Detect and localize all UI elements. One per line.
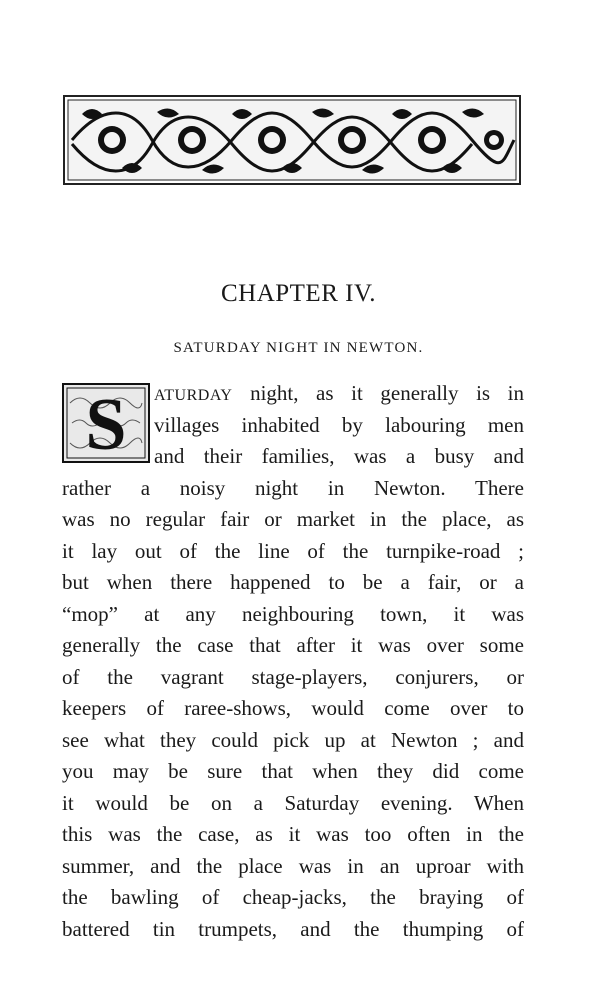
- text-line: this was the case, as it was too often in the: [62, 822, 524, 846]
- dropcap-letter: S: [85, 384, 127, 463]
- text-line: “mop” at any neighbouring town, it was: [62, 601, 524, 626]
- smallcaps-opening: ATURDAY: [154, 387, 233, 404]
- text-line: generally the case that after it was over some: [62, 633, 524, 657]
- chapter-subtitle: SATURDAY NIGHT IN NEWTON.: [173, 340, 424, 356]
- text-line: villages inhabited by labouring men: [154, 412, 524, 437]
- chapter-title: CHAPTER IV.: [220, 280, 377, 307]
- text-line: rather a noisy night in Newton. There: [62, 475, 524, 500]
- text-line: it lay out of the line of the turnpike-road ;: [62, 538, 524, 563]
- text-line: keepers of raree-shows, would come over to: [62, 696, 524, 720]
- text-line: the bawling of cheap-jacks, the braying of: [62, 885, 524, 909]
- text-line: ATURDAY night, as it generally is in: [154, 381, 524, 405]
- text-line: battered tin trumpets, and the thumping of: [62, 916, 524, 941]
- text-line: of the vagrant stage-players, conjurers, or: [62, 664, 524, 689]
- text-line: but when there happened to be a fair, or a: [62, 570, 524, 594]
- text-line: and their families, was a busy and: [154, 444, 524, 468]
- text-line: was no regular fair or market in the place, as: [62, 507, 524, 531]
- text-line: you may be sure that when they did come: [62, 759, 524, 783]
- text-line: it would be on a Saturday evening. When: [62, 790, 524, 815]
- body-text: [62, 378, 524, 945]
- text-line: summer, and the place was in an uproar with: [62, 853, 524, 878]
- floral-ornament-icon: [62, 94, 522, 186]
- text-line: see what they could pick up at Newton ; and: [62, 727, 524, 752]
